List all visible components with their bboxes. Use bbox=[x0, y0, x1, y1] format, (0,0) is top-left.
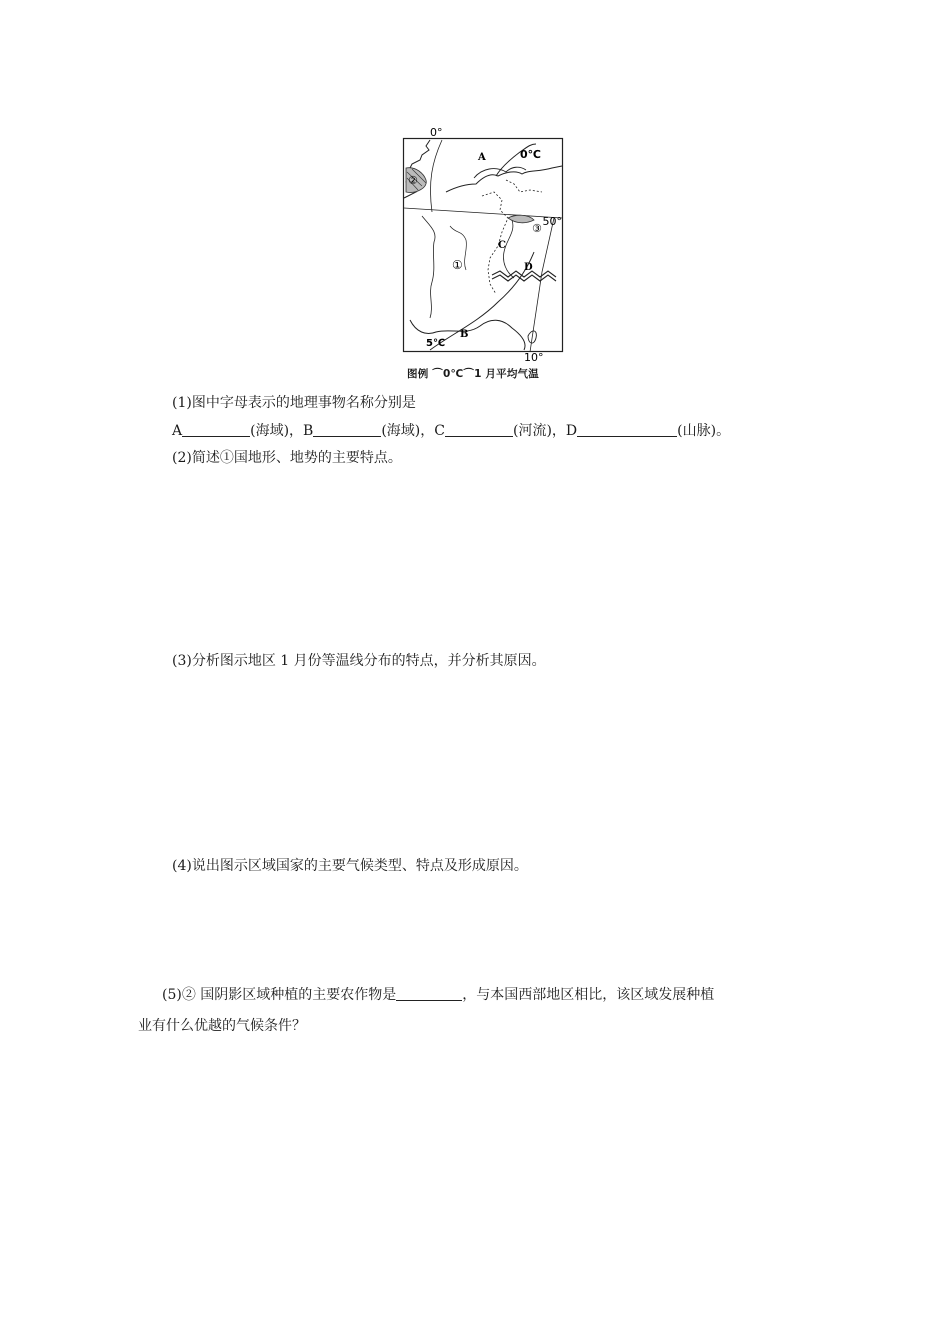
question-1-b-type: (海域)，C bbox=[381, 423, 445, 439]
label-circle-3: ③ bbox=[532, 222, 542, 235]
answer-blank-c[interactable] bbox=[445, 422, 513, 437]
question-3: (3)分析图示地区 1 月份等温线分布的特点，并分析其原因。 bbox=[172, 653, 546, 669]
answer-blank-a[interactable] bbox=[182, 422, 250, 437]
question-5-part1: (5)② 国阴影区域种植的主要农作物是 bbox=[162, 987, 397, 1003]
question-5-part2: ，与本国西部地区相比，该区域发展种植 bbox=[462, 987, 715, 1003]
label-circle-1: ① bbox=[452, 258, 463, 272]
question-1-a-type: (海域)，B bbox=[250, 423, 314, 439]
answer-blank-crop[interactable] bbox=[396, 986, 462, 1001]
label-lon-0: 0° bbox=[430, 126, 443, 139]
question-5-line2: 业有什么优越的气候条件？ bbox=[138, 1018, 306, 1034]
question-1-c-type: (河流)，D bbox=[512, 423, 578, 439]
label-isotherm-minus5: 5℃ bbox=[426, 338, 446, 349]
label-lat-50: 50° bbox=[542, 215, 562, 228]
answer-blank-b[interactable] bbox=[313, 422, 381, 437]
question-2: (2)简述①国地形、地势的主要特点。 bbox=[172, 450, 402, 466]
label-a: A bbox=[478, 152, 486, 163]
map-figure bbox=[402, 122, 564, 380]
question-4: (4)说出图示区域国家的主要气候类型、特点及形成原因。 bbox=[172, 858, 528, 874]
label-lon-10: 10° bbox=[524, 351, 544, 362]
label-isotherm-0: 0℃ bbox=[520, 148, 541, 161]
label-circle-2: ② bbox=[408, 174, 418, 187]
question-1-d-type: (山脉)。 bbox=[677, 423, 731, 439]
europe-map bbox=[402, 122, 564, 362]
question-5 bbox=[162, 985, 714, 1005]
answer-blank-d[interactable] bbox=[577, 422, 677, 437]
map-legend: 图例 ⌒0℃⌒1 月平均气温 bbox=[407, 368, 539, 380]
label-b: B bbox=[460, 329, 469, 340]
question-1-fill-line bbox=[172, 421, 730, 441]
question-1-intro: (1)图中字母表示的地理事物名称分别是 bbox=[172, 395, 416, 411]
label-c: C bbox=[498, 240, 506, 251]
label-d: D bbox=[524, 262, 533, 273]
question-1-a-label: A bbox=[172, 423, 183, 439]
